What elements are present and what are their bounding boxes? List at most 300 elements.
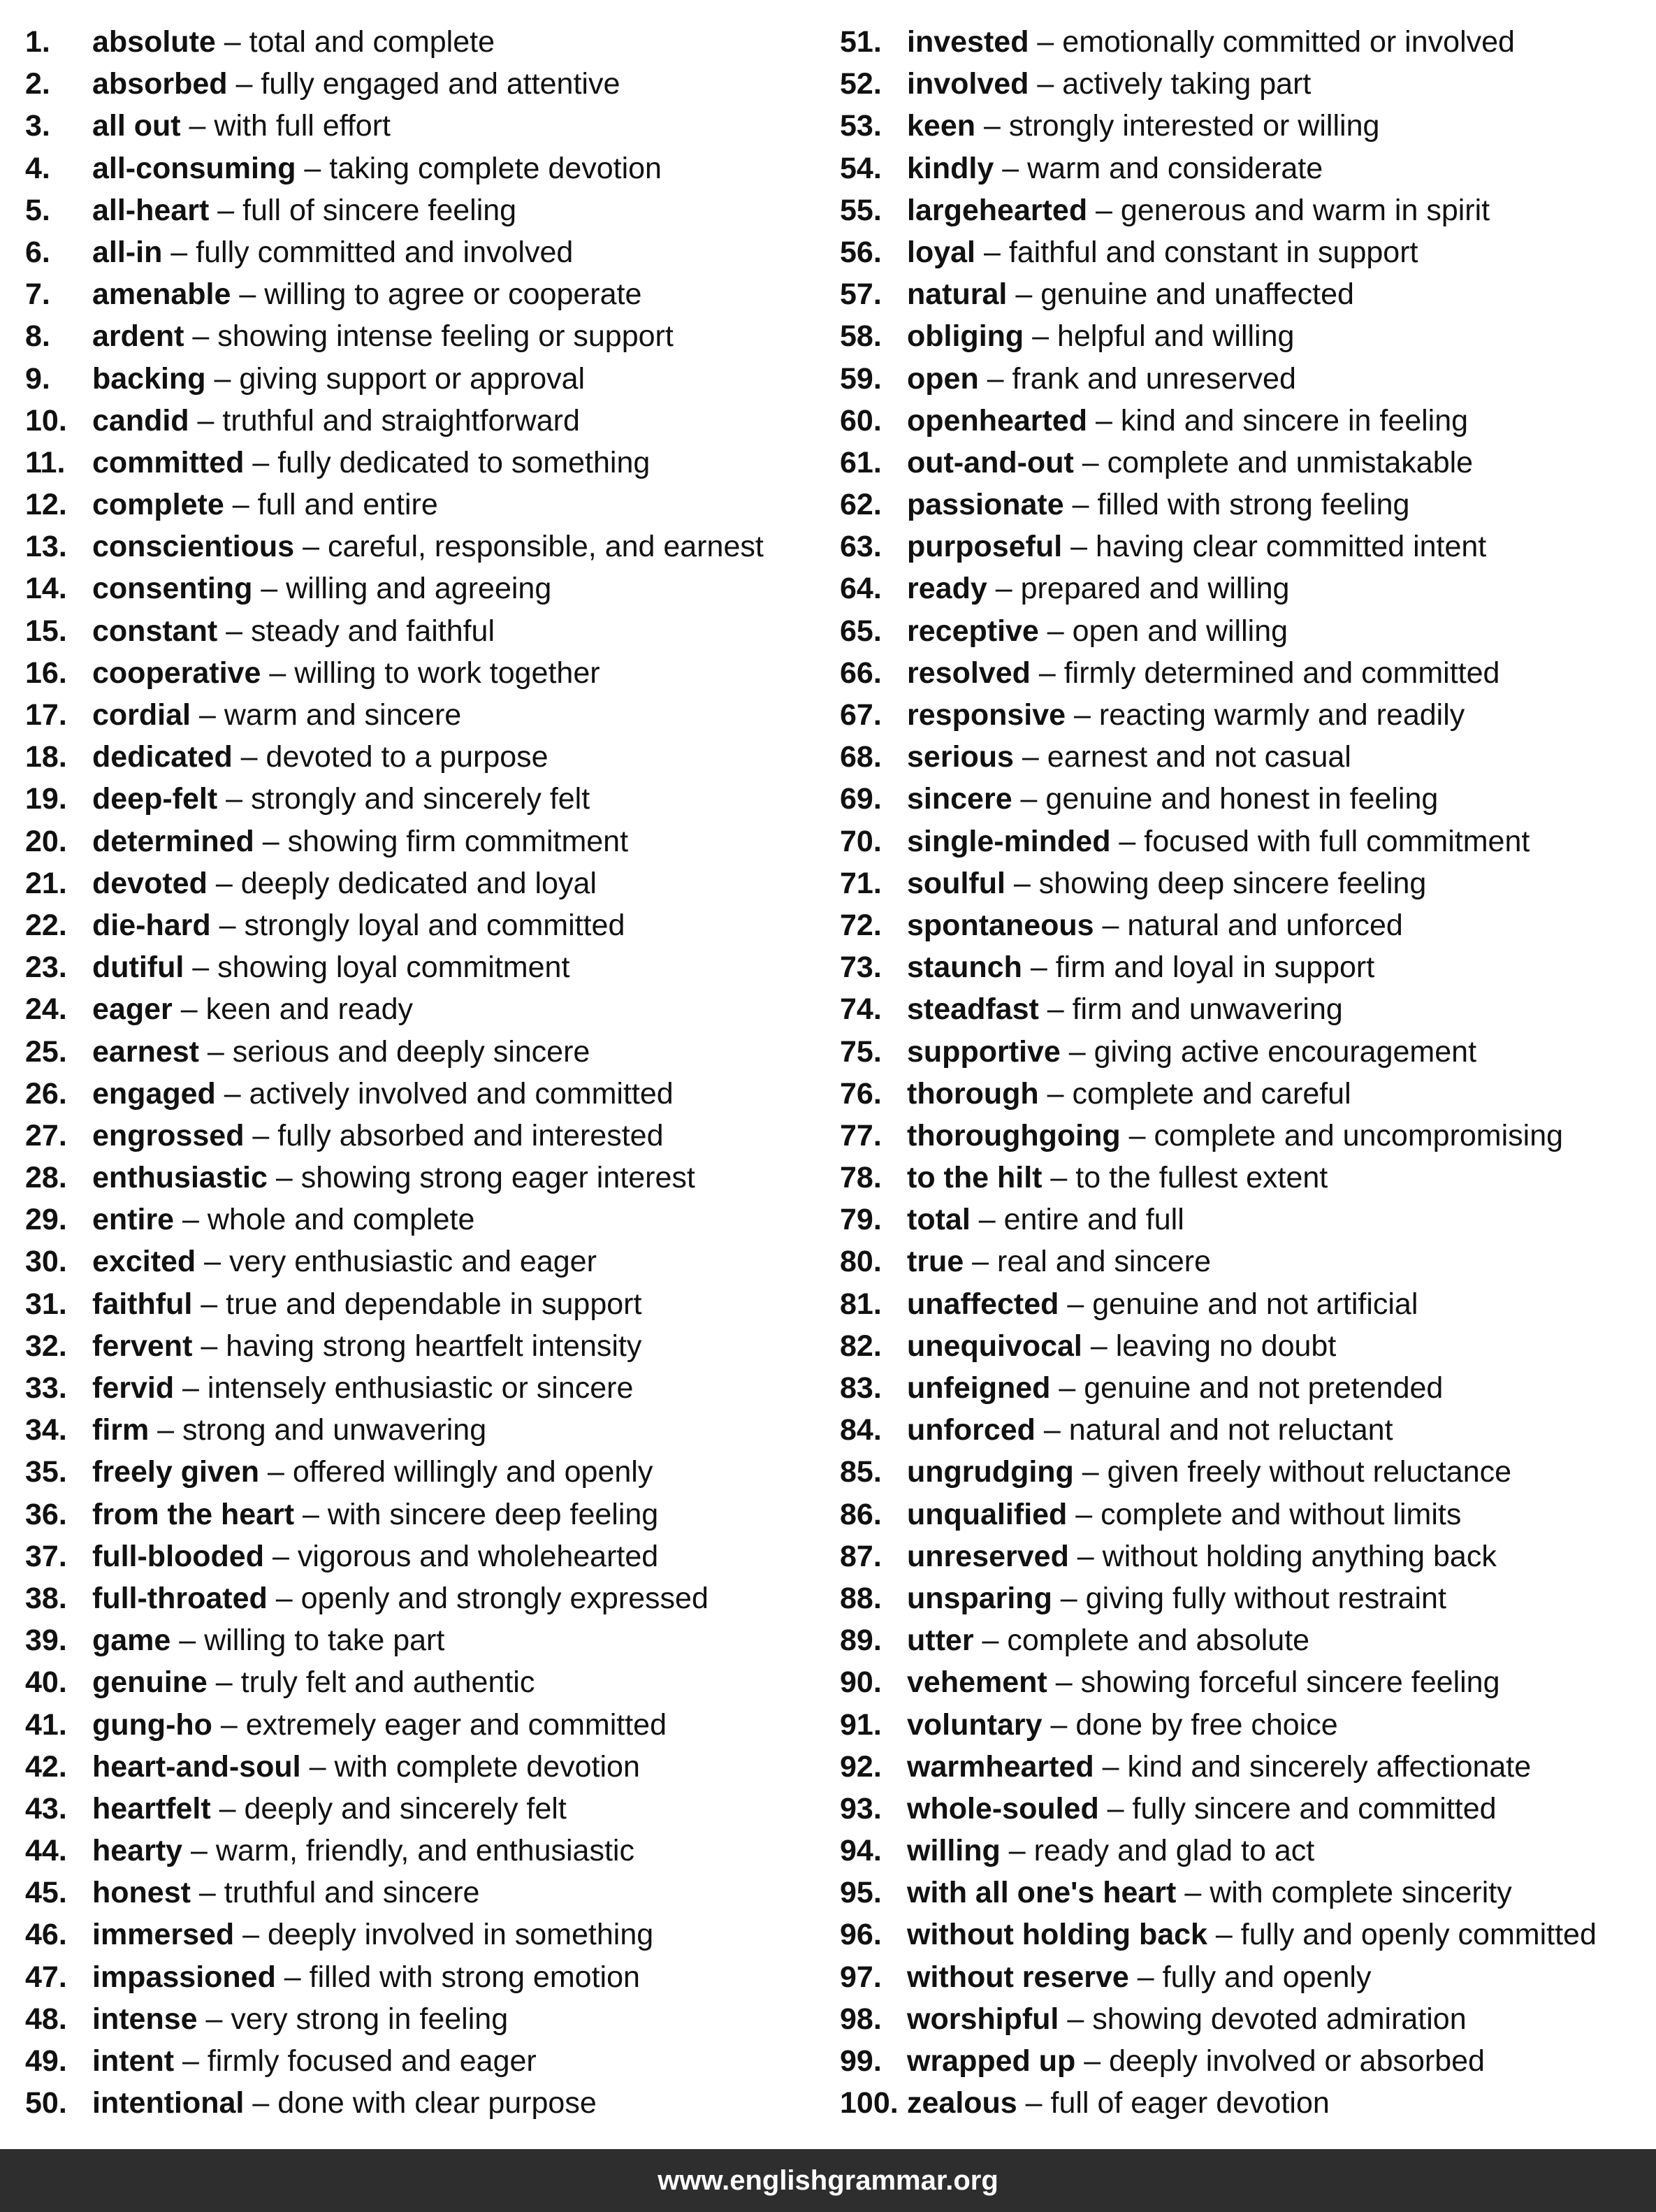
- item-definition: with sincere deep feeling: [327, 1497, 659, 1531]
- item-number: 14.: [25, 572, 67, 606]
- item-number: 77.: [840, 1118, 882, 1152]
- item-number: 93.: [840, 1791, 882, 1826]
- item-number: 28.: [25, 1161, 67, 1195]
- item-number: 42.: [25, 1749, 67, 1784]
- item-separator: –: [232, 740, 266, 774]
- list-item: [840, 1872, 1650, 1914]
- list-item: [840, 526, 1650, 568]
- item-separator: –: [190, 1876, 224, 1910]
- list-item: [840, 189, 1650, 231]
- item-separator: –: [1038, 1076, 1073, 1111]
- item-separator: –: [174, 1371, 208, 1405]
- item-text: [907, 1451, 1511, 1493]
- item-word: thorough: [907, 1076, 1039, 1111]
- list-item: [840, 484, 1650, 526]
- item-definition: done by free choice: [1075, 1707, 1338, 1742]
- item-number: 15.: [25, 614, 67, 648]
- item-definition: strong and unwavering: [182, 1413, 487, 1447]
- item-text: [92, 1788, 567, 1830]
- item-word: total: [907, 1203, 971, 1237]
- item-separator: –: [1066, 698, 1099, 732]
- item-separator: –: [1052, 1581, 1086, 1615]
- item-number: 53.: [840, 109, 882, 143]
- item-separator: –: [1022, 950, 1056, 985]
- item-word: absorbed: [92, 67, 228, 101]
- item-number: 1.: [25, 25, 50, 59]
- item-text: [907, 1535, 1497, 1577]
- item-word: enthusiastic: [92, 1161, 268, 1195]
- item-definition: giving fully without restraint: [1085, 1581, 1446, 1615]
- item-number: 69.: [840, 782, 882, 816]
- item-number: 52.: [840, 67, 882, 101]
- item-separator: –: [184, 319, 218, 354]
- list-item: [25, 2082, 829, 2124]
- item-word: soulful: [907, 866, 1005, 900]
- item-text: [907, 904, 1403, 946]
- item-definition: showing forceful sincere feeling: [1080, 1665, 1500, 1700]
- item-text: [92, 105, 391, 147]
- item-word: constant: [92, 614, 218, 648]
- item-word: hearty: [92, 1834, 183, 1868]
- item-separator: –: [1012, 782, 1046, 816]
- item-definition: focused with full commitment: [1144, 824, 1530, 858]
- item-separator: –: [1030, 656, 1064, 690]
- item-number: 89.: [840, 1624, 882, 1658]
- item-text: [907, 1746, 1531, 1788]
- item-text: [92, 1409, 486, 1451]
- item-word: devoted: [92, 866, 208, 900]
- item-definition: showing loyal commitment: [217, 950, 570, 985]
- item-number: 49.: [25, 2044, 67, 2078]
- list-item: [840, 1199, 1650, 1241]
- item-number: 40.: [25, 1665, 67, 1700]
- item-text: [92, 652, 600, 694]
- item-word: absolute: [92, 25, 216, 59]
- item-separator: –: [1082, 1329, 1116, 1363]
- item-text: [907, 1115, 1563, 1157]
- item-word: fervent: [92, 1329, 193, 1363]
- item-text: [907, 694, 1465, 736]
- item-number: 95.: [840, 1876, 882, 1910]
- item-separator: –: [231, 277, 265, 312]
- item-definition: truthful and straightforward: [222, 403, 580, 438]
- list-item: [840, 862, 1650, 904]
- item-word: whole-souled: [907, 1791, 1099, 1826]
- item-word: fervid: [92, 1371, 175, 1405]
- item-number: 90.: [840, 1665, 882, 1700]
- item-definition: leaving no doubt: [1115, 1329, 1337, 1363]
- list-item: [25, 358, 829, 400]
- item-separator: –: [170, 1624, 205, 1658]
- item-text: [92, 1746, 640, 1788]
- item-text: [92, 315, 674, 357]
- item-separator: –: [1110, 824, 1145, 858]
- item-text: [92, 1283, 641, 1325]
- item-word: entire: [92, 1203, 175, 1237]
- item-word: supportive: [907, 1034, 1061, 1069]
- item-text: [92, 442, 650, 484]
- item-text: [907, 652, 1499, 694]
- item-text: [907, 1241, 1211, 1282]
- item-number: 79.: [840, 1203, 882, 1237]
- item-word: without reserve: [907, 1960, 1129, 1994]
- item-definition: fully dedicated to something: [277, 445, 651, 479]
- item-separator: –: [1007, 277, 1041, 312]
- list-item: [840, 147, 1650, 189]
- item-definition: strongly interested or willing: [1008, 109, 1380, 143]
- item-separator: –: [964, 1245, 998, 1279]
- item-number: 48.: [25, 2002, 67, 2036]
- list-item: [25, 1031, 829, 1073]
- item-text: [92, 904, 625, 946]
- item-text: [92, 1031, 590, 1073]
- list-item: [840, 2040, 1650, 2082]
- item-separator: –: [1042, 1161, 1076, 1195]
- list-item: [25, 904, 829, 946]
- item-definition: given freely without reluctance: [1107, 1455, 1512, 1489]
- item-number: 75.: [840, 1034, 882, 1069]
- item-word: without holding back: [907, 1918, 1207, 1952]
- item-separator: –: [1024, 319, 1057, 354]
- item-text: [92, 526, 764, 568]
- item-definition: offered willingly and openly: [292, 1455, 653, 1489]
- item-separator: –: [300, 1749, 335, 1784]
- list-item: [840, 1367, 1650, 1409]
- item-number: 61.: [840, 445, 882, 479]
- item-number: 16.: [25, 656, 67, 690]
- item-separator: –: [162, 235, 196, 269]
- item-word: largehearted: [907, 193, 1088, 227]
- item-text: [907, 400, 1468, 442]
- item-number: 59.: [840, 361, 882, 396]
- item-word: cordial: [92, 698, 191, 732]
- item-word: heartfelt: [92, 1791, 211, 1826]
- item-word: sincere: [907, 782, 1012, 816]
- item-separator: –: [1063, 488, 1098, 522]
- item-separator: –: [191, 698, 224, 732]
- item-text: [92, 63, 620, 105]
- item-number: 8.: [25, 319, 50, 354]
- item-word: thoroughgoing: [907, 1118, 1121, 1152]
- item-number: 51.: [840, 25, 882, 59]
- item-word: excited: [92, 1245, 196, 1279]
- item-separator: –: [1098, 1791, 1133, 1826]
- item-text: [92, 1535, 658, 1577]
- item-separator: –: [1000, 1834, 1034, 1868]
- item-word: intentional: [92, 2086, 245, 2120]
- item-separator: –: [1087, 193, 1121, 227]
- list-item: [25, 1872, 829, 1914]
- item-word: single-minded: [907, 824, 1111, 858]
- item-definition: open and willing: [1072, 614, 1288, 648]
- item-text: [92, 358, 585, 400]
- item-number: 29.: [25, 1203, 67, 1237]
- list-item: [25, 1241, 829, 1282]
- item-separator: –: [210, 1791, 245, 1826]
- list-item: [25, 736, 829, 778]
- item-number: 37.: [25, 1539, 67, 1573]
- list-item: [840, 315, 1650, 357]
- list-item: [25, 1788, 829, 1830]
- item-word: cooperative: [92, 656, 261, 690]
- item-separator: –: [217, 614, 251, 648]
- list-item: [840, 1073, 1650, 1115]
- item-separator: –: [975, 235, 1009, 269]
- item-separator: –: [264, 1539, 298, 1573]
- item-number: 60.: [840, 403, 882, 438]
- item-number: 21.: [25, 866, 67, 900]
- item-word: intense: [92, 2002, 198, 2036]
- item-text: [907, 1283, 1418, 1325]
- item-definition: firm and unwavering: [1072, 992, 1343, 1027]
- item-word: engrossed: [92, 1118, 245, 1152]
- item-separator: –: [244, 2086, 278, 2120]
- item-number: 72.: [840, 908, 882, 942]
- list-item: [25, 1157, 829, 1199]
- item-definition: actively involved and committed: [249, 1076, 674, 1111]
- list-item: [840, 1494, 1650, 1535]
- item-definition: showing deep sincere feeling: [1038, 866, 1427, 900]
- item-definition: complete and uncompromising: [1154, 1118, 1564, 1152]
- item-word: earnest: [92, 1034, 199, 1069]
- item-number: 2.: [25, 67, 50, 101]
- item-separator: –: [294, 530, 328, 564]
- item-text: [907, 484, 1409, 526]
- item-definition: truly felt and authentic: [240, 1665, 535, 1700]
- item-word: intent: [92, 2044, 175, 2078]
- footer-bar: [0, 2149, 1656, 2212]
- item-definition: generous and warm in spirit: [1120, 193, 1490, 227]
- item-definition: having clear committed intent: [1095, 530, 1487, 564]
- item-definition: showing intense feeling or support: [217, 319, 674, 354]
- item-separator: –: [973, 1624, 1008, 1658]
- item-text: [92, 1704, 667, 1746]
- item-definition: showing devoted admiration: [1092, 2002, 1467, 2036]
- list-item: [25, 1115, 829, 1157]
- list-item: [840, 2082, 1650, 2124]
- item-word: involved: [907, 67, 1029, 101]
- item-separator: –: [172, 992, 206, 1027]
- item-word: to the hilt: [907, 1161, 1043, 1195]
- list-item: [25, 946, 829, 988]
- item-text: [907, 1157, 1328, 1199]
- list-item: [840, 1661, 1650, 1703]
- item-definition: complete and without limits: [1101, 1497, 1462, 1531]
- item-separator: –: [294, 1497, 328, 1531]
- item-text: [907, 147, 1323, 189]
- item-text: [92, 1325, 641, 1367]
- list-item: [25, 821, 829, 862]
- item-number: 47.: [25, 1960, 67, 1994]
- item-definition: having strong heartfelt intensity: [226, 1329, 642, 1363]
- item-word: steadfast: [907, 992, 1039, 1027]
- item-word: warmhearted: [907, 1749, 1094, 1784]
- item-word: genuine: [92, 1665, 208, 1700]
- item-text: [907, 21, 1515, 63]
- item-number: 65.: [840, 614, 882, 648]
- item-word: unequivocal: [907, 1329, 1082, 1363]
- item-number: 84.: [840, 1413, 882, 1447]
- item-definition: with full effort: [214, 109, 391, 143]
- item-text: [907, 778, 1438, 820]
- item-word: complete: [92, 488, 224, 522]
- item-definition: with complete sincerity: [1210, 1876, 1512, 1910]
- word-list-column-right: [840, 21, 1650, 2124]
- item-word: wrapped up: [907, 2044, 1076, 2078]
- item-text: [92, 400, 580, 442]
- item-word: worshipful: [907, 2002, 1059, 2036]
- item-number: 62.: [840, 488, 882, 522]
- item-separator: –: [182, 1834, 216, 1868]
- list-item: [840, 400, 1650, 442]
- item-number: 81.: [840, 1287, 882, 1321]
- item-text: [907, 189, 1490, 231]
- item-text: [907, 736, 1351, 778]
- item-word: invested: [907, 25, 1029, 59]
- item-text: [92, 1115, 663, 1157]
- item-text: [907, 568, 1289, 609]
- item-word: open: [907, 361, 979, 396]
- item-definition: firmly determined and committed: [1063, 656, 1500, 690]
- item-definition: careful, responsible, and earnest: [327, 530, 764, 564]
- item-separator: –: [1050, 1371, 1084, 1405]
- item-number: 20.: [25, 824, 67, 858]
- item-word: utter: [907, 1624, 974, 1658]
- item-separator: –: [1073, 445, 1107, 479]
- list-item: [25, 63, 829, 105]
- item-separator: –: [267, 1161, 301, 1195]
- item-text: [907, 1661, 1500, 1703]
- item-definition: entire and full: [1003, 1203, 1184, 1237]
- item-separator: –: [1073, 1455, 1107, 1489]
- website-url[interactable]: www.englishgrammar.org: [658, 2164, 998, 2196]
- item-text: [907, 1494, 1461, 1535]
- list-item: [25, 273, 829, 315]
- item-definition: fully and openly: [1162, 1960, 1372, 1994]
- item-definition: ready and glad to act: [1033, 1834, 1315, 1868]
- item-text: [92, 1367, 633, 1409]
- item-definition: deeply involved or absorbed: [1109, 2044, 1485, 2078]
- item-number: 5.: [25, 193, 50, 227]
- item-text: [907, 1872, 1512, 1914]
- item-word: vehement: [907, 1665, 1047, 1700]
- item-number: 63.: [840, 530, 882, 564]
- item-text: [92, 1199, 474, 1241]
- item-number: 30.: [25, 1245, 67, 1279]
- item-definition: emotionally committed or involved: [1062, 25, 1515, 59]
- item-definition: openly and strongly expressed: [300, 1581, 709, 1615]
- item-word: backing: [92, 361, 206, 396]
- item-definition: kind and sincerely affectionate: [1127, 1749, 1532, 1784]
- item-definition: frank and unreserved: [1012, 361, 1296, 396]
- item-word: keen: [907, 109, 976, 143]
- list-item: [25, 1661, 829, 1703]
- item-separator: –: [1176, 1876, 1210, 1910]
- item-text: [907, 1704, 1338, 1746]
- item-separator: –: [975, 109, 1009, 143]
- item-word: ungrudging: [907, 1455, 1074, 1489]
- list-item: [840, 821, 1650, 862]
- item-number: 7.: [25, 277, 50, 312]
- item-word: kindly: [907, 151, 994, 185]
- item-text: [92, 1073, 674, 1115]
- item-text: [92, 484, 438, 526]
- item-definition: earnest and not casual: [1047, 740, 1351, 774]
- item-text: [907, 821, 1530, 862]
- list-item: [840, 1451, 1650, 1493]
- item-separator: –: [174, 2044, 208, 2078]
- item-definition: natural and not reluctant: [1068, 1413, 1393, 1447]
- item-definition: done with clear purpose: [277, 2086, 597, 2120]
- item-separator: –: [224, 488, 258, 522]
- item-separator: –: [994, 151, 1028, 185]
- list-item: [840, 63, 1650, 105]
- item-text: [92, 189, 516, 231]
- list-item: [25, 1073, 829, 1115]
- item-number: 9.: [25, 361, 50, 396]
- item-number: 3.: [25, 109, 50, 143]
- list-item: [840, 273, 1650, 315]
- item-number: 32.: [25, 1329, 67, 1363]
- item-separator: –: [1059, 2002, 1093, 2036]
- item-separator: –: [244, 1118, 278, 1152]
- item-number: 56.: [840, 235, 882, 269]
- item-definition: total and complete: [249, 25, 495, 59]
- item-definition: warm and sincere: [224, 698, 462, 732]
- item-text: [92, 821, 628, 862]
- item-text: [92, 2040, 537, 2082]
- item-number: 78.: [840, 1161, 882, 1195]
- item-text: [907, 988, 1343, 1030]
- item-word: responsive: [907, 698, 1066, 732]
- item-text: [92, 988, 413, 1030]
- item-word: eager: [92, 992, 173, 1027]
- item-word: all-consuming: [92, 151, 296, 185]
- item-text: [907, 442, 1473, 484]
- item-number: 41.: [25, 1707, 67, 1742]
- item-word: conscientious: [92, 530, 295, 564]
- list-item: [25, 1998, 829, 2040]
- item-text: [92, 778, 590, 820]
- item-word: honest: [92, 1876, 191, 1910]
- item-text: [907, 1788, 1497, 1830]
- item-number: 66.: [840, 656, 882, 690]
- item-definition: helpful and willing: [1056, 319, 1295, 354]
- word-list-column-left: [25, 21, 829, 2124]
- item-number: 24.: [25, 992, 67, 1027]
- item-definition: taking complete devotion: [329, 151, 662, 185]
- item-definition: real and sincere: [997, 1245, 1212, 1279]
- item-separator: –: [174, 1203, 208, 1237]
- item-definition: genuine and honest in feeling: [1045, 782, 1439, 816]
- item-definition: genuine and unaffected: [1040, 277, 1354, 312]
- item-separator: –: [207, 866, 241, 900]
- item-word: determined: [92, 824, 254, 858]
- item-definition: full of eager devotion: [1050, 2086, 1330, 2120]
- item-separator: –: [244, 445, 278, 479]
- item-text: [907, 63, 1311, 105]
- item-definition: strongly and sincerely felt: [251, 782, 590, 816]
- list-item: [25, 1956, 829, 1998]
- item-word: zealous: [907, 2086, 1017, 2120]
- item-definition: devoted to a purpose: [266, 740, 549, 774]
- item-separator: –: [1067, 1497, 1101, 1531]
- item-definition: showing strong eager interest: [300, 1161, 695, 1195]
- item-text: [92, 1577, 709, 1619]
- item-number: 80.: [840, 1245, 882, 1279]
- item-number: 10.: [25, 403, 67, 438]
- item-separator: –: [215, 1076, 249, 1111]
